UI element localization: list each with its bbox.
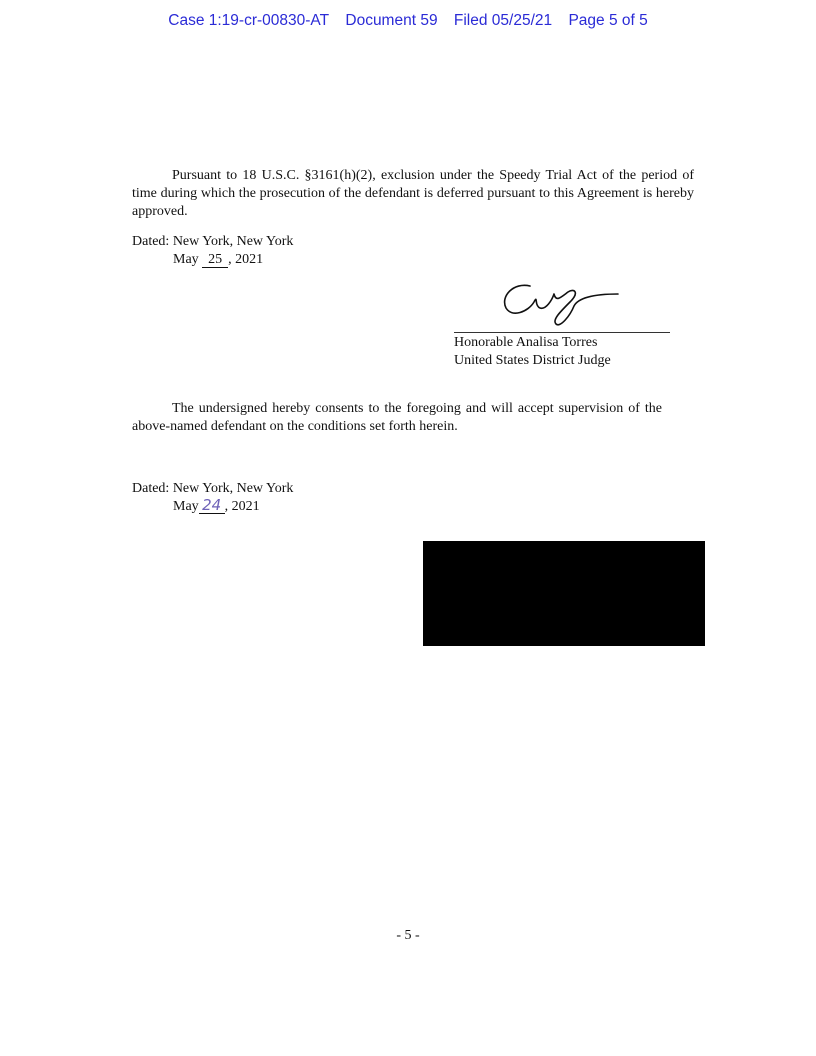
- dated-date: [132, 498, 293, 516]
- dated-month: May: [173, 252, 199, 267]
- redacted-signature-block: [423, 541, 705, 646]
- page-indicator: Page 5 of 5: [568, 12, 648, 29]
- dated-month: May: [173, 499, 199, 514]
- dated-day-handwritten: 24: [199, 498, 225, 514]
- judge-title: United States District Judge: [454, 353, 611, 368]
- document-number: Document 59: [345, 12, 438, 29]
- handwritten-signature-icon: [494, 272, 624, 330]
- case-number: Case 1:19-cr-00830-AT: [168, 12, 330, 29]
- case-header: [0, 12, 816, 30]
- dated-block-supervisor: [132, 480, 293, 516]
- dated-year: , 2021: [228, 252, 264, 267]
- exclusion-paragraph: [132, 167, 694, 221]
- filed-date: Filed 05/25/21: [453, 12, 553, 29]
- dated-location: Dated: New York, New York: [132, 234, 294, 249]
- dated-location: Dated: New York, New York: [132, 481, 294, 496]
- dated-day: 25: [202, 252, 228, 268]
- signature-line: [454, 332, 670, 333]
- dated-block-judge: [132, 233, 293, 269]
- page-number: - 5 -: [396, 928, 420, 943]
- dated-date: [132, 251, 293, 269]
- judge-name: Honorable Analisa Torres: [454, 335, 598, 350]
- consent-paragraph: [132, 400, 662, 436]
- dated-year: , 2021: [224, 499, 260, 514]
- consent-text: The undersigned hereby consents to the foregoing and will accept supervision of the above-named defendant on the conditions set forth herein.: [132, 401, 662, 434]
- exclusion-text: Pursuant to 18 U.S.C. §3161(h)(2), exclusion under the Speedy Trial Act of the period of time during which the prosecution of the defendant is deferred pursuant to this Agreement is hereby approved.: [132, 168, 694, 219]
